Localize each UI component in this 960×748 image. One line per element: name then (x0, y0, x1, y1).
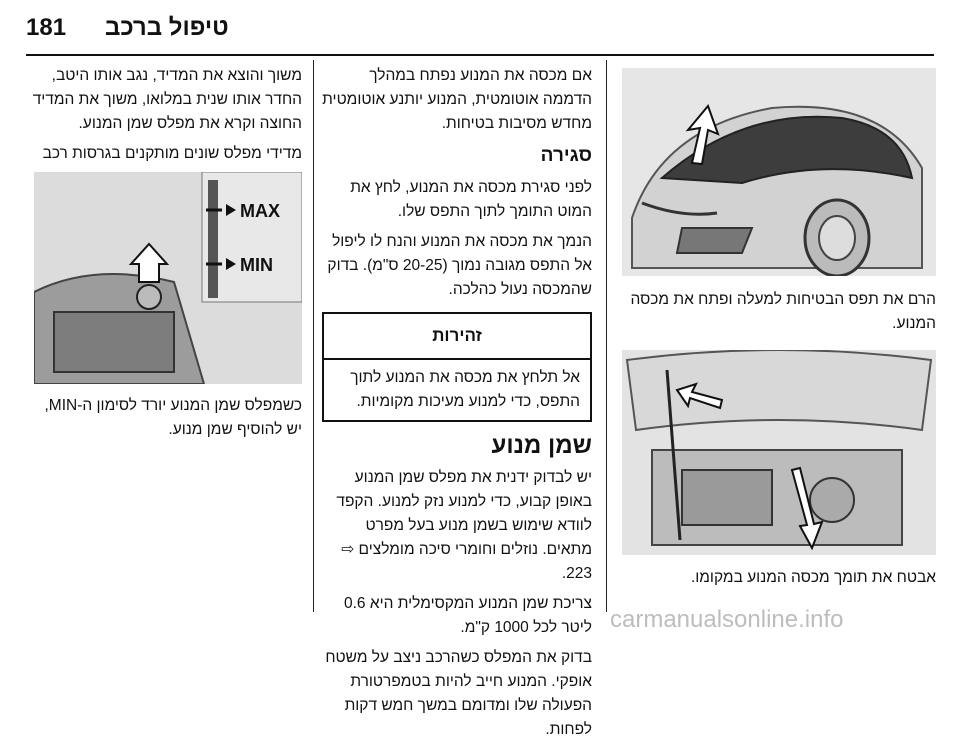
column-divider-left (313, 60, 314, 612)
closing-heading: סגירה (540, 145, 592, 166)
page-header (0, 0, 960, 56)
closing-paragraph-1: לפני סגירת מכסה את המנוע, לחץ את המוט התומך לתוך התפס שלו. (350, 179, 592, 220)
engine-oil-heading: שמן מנוע (491, 432, 592, 459)
figure-hood-support (622, 350, 936, 555)
dipstick-min-label: MIN (240, 255, 273, 275)
right-column-text-1 (622, 288, 936, 342)
closing-paragraph-2: הנמך את מכסה את המנוע והנח לו ליפול אל התפס מגובה נמוך (20-25 ס"מ). בדוק שהמכסה נעול כהלכה. (327, 233, 592, 298)
warning-box (322, 312, 592, 422)
dipstick-paragraph-3: כשמפלס שמן המנוע יורד לסימון ה-MIN, יש להוסיף שמן מנוע. (44, 397, 302, 438)
car-front-illustration (622, 68, 936, 276)
oil-paragraph-1: יש לבדוק ידנית את מפלס שמן המנוע באופן קבוע, כדי למנוע נזק למנוע. הקפד לוודא שימוש בשמן מנוע בעל מפרט מתאים. נוזלים וחומרי סיכה מומלצים ⇨ 223. (336, 469, 592, 582)
right-column-text-2 (622, 566, 936, 596)
caption-secure-support: אבטח את תומך מכסה המנוע במקומו. (690, 569, 936, 586)
dipstick-paragraph-2: מדידי מפלס שונים מותקנים בגרסות רכב (42, 145, 302, 162)
oil-paragraph-2: צריכת שמן המנוע המקסימלית היא 0.6 ליטר לכל 1000 ק"מ. (344, 595, 592, 636)
column-divider-right (606, 60, 607, 612)
intro-paragraph: אם מכסה את המנוע נפתח במהלך הדממה אוטומטית, המנוע יותנע אוטומטית מחדש מסיבות בטיחות. (322, 67, 592, 132)
warning-body: אל תלחץ את מכסה את המנוע לתוך התפס, כדי למנוע מעיכות מקומיות. (350, 369, 580, 410)
figure-hood-latch (622, 68, 936, 276)
oil-paragraph-3: בדוק את המפלס כשהרכב ניצב על משטח אופקי. המנוע חייב להיות בטמפרטורת הפעולה שלו ומדומם במשך חמש דקות לפחות. (325, 649, 592, 738)
middle-column (322, 64, 592, 748)
page-number: 181 (26, 14, 67, 41)
dipstick-paragraph-1: משוך והוצא את המדיד, נגב אותו היטב, החדר אותו שנית במלואו, משוך את המדיד החוצה וקרא את מפלס שמן המנוע. (32, 67, 302, 132)
figure-dipstick (34, 172, 302, 384)
engine-bay-illustration (622, 350, 936, 555)
caption-open-hood: הרם את תפס הבטיחות למעלה ופתח את מכסה המנוע. (630, 291, 936, 332)
warning-title: זהירות (324, 314, 590, 360)
section-title: טיפול ברכב (105, 14, 229, 41)
dipstick-max-label: MAX (240, 201, 280, 221)
left-column-bottom (30, 394, 302, 448)
watermark: carmanualsonline.info (610, 606, 844, 633)
header-rule (26, 54, 934, 56)
dipstick-illustration (34, 172, 302, 384)
